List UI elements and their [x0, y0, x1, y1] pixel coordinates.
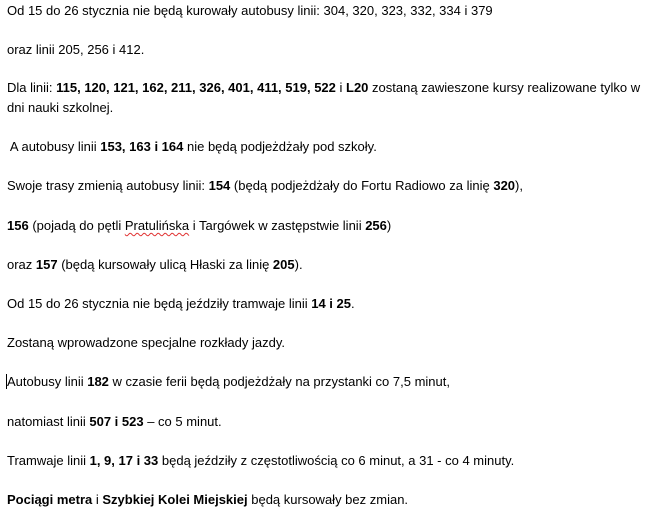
text-tail: w czasie ferii będą podjeżdżały na przystanki co 7,5 minut,: [108, 374, 450, 389]
text-tail: .: [350, 296, 355, 311]
text-tail: – co 5 minut.: [143, 414, 222, 429]
bus-line-bold: 156: [7, 218, 29, 233]
paragraph-special-timetables: [7, 333, 645, 353]
skm-bold: Szybkiej Kolei Miejskiej: [102, 492, 248, 507]
paragraph-frequency-182: [6, 372, 644, 392]
bus-line-bold: 205: [272, 257, 295, 272]
paragraph-bus-suspension-cont: [7, 40, 645, 60]
text-tail: będą jeździły z częstotliwością co 6 minut, a 31 - co 4 minuty.: [158, 453, 515, 468]
bus-lines-bold: 153, 163 i 164: [100, 139, 184, 154]
text-mid: i Targówek w zastępstwie linii: [189, 218, 366, 233]
metro-bold: Pociągi metra: [7, 492, 93, 507]
spellcheck-underlined-word[interactable]: Pratulińska: [124, 218, 190, 233]
text-lead: (pojadą do pętli: [28, 218, 125, 233]
text-tail: nie będą podjeżdżały pod szkoły.: [183, 139, 377, 154]
bus-line-bold: 154: [208, 178, 231, 193]
paragraph-text: oraz linii 205, 256 i 412.: [7, 42, 145, 57]
text-lead: A autobusy linii: [7, 139, 101, 154]
paragraph-route-change-156: [7, 216, 645, 236]
text-mid: (będą kursowały ulicą Hłaski za linię: [57, 257, 273, 272]
text-tail: będą kursowały bez zmian.: [247, 492, 409, 507]
text-lead: Swoje trasy zmienią autobusy linii:: [7, 178, 209, 193]
paragraph-route-change-154: [7, 176, 645, 196]
text-tail: ),: [515, 178, 523, 193]
bus-lines-bold: 507 i 523: [89, 414, 144, 429]
paragraph-route-change-157: [7, 255, 645, 275]
text-and: i: [335, 80, 347, 95]
text-lead: Dla linii:: [7, 80, 57, 95]
bus-lines-bold: 115, 120, 121, 162, 211, 326, 401, 411, 519, 522: [56, 80, 336, 95]
text-tail: ): [386, 218, 392, 233]
paragraph-text: Zostaną wprowadzone specjalne rozkłady jazdy.: [7, 335, 285, 350]
bus-line-bold: 256: [365, 218, 387, 233]
text-lead: oraz: [7, 257, 36, 272]
paragraph-text: Od 15 do 26 stycznia nie będą kurowały autobusy linii: 304, 320, 323, 332, 334 i 379: [7, 3, 493, 18]
text-lead: Tramwaje linii: [7, 453, 90, 468]
tram-lines-bold: 1, 9, 17 i 33: [89, 453, 159, 468]
paragraph-metro-skm: [7, 490, 645, 510]
text-and: i: [92, 492, 103, 507]
text-lead: Autobusy linii: [7, 374, 88, 389]
text-lead: natomiast linii: [7, 414, 90, 429]
text-mid: (będą podjeżdżały do Fortu Radiowo za linię: [230, 178, 494, 193]
paragraph-tram-suspension: [7, 294, 645, 314]
tram-lines-bold: 14 i 25: [311, 296, 351, 311]
bus-line-bold: 157: [35, 257, 58, 272]
bus-line-bold: 320: [493, 178, 516, 193]
paragraph-frequency-507-523: [7, 412, 645, 432]
text-lead: Od 15 do 26 stycznia nie będą jeździły tramwaje linii: [7, 296, 312, 311]
paragraph-school-stops: [7, 137, 645, 157]
bus-line-bold: 182: [87, 374, 109, 389]
text-tail: ).: [294, 257, 303, 272]
paragraph-bus-suspension: [7, 1, 645, 21]
line-l20-bold: L20: [346, 80, 369, 95]
paragraph-tram-frequency: [7, 451, 645, 471]
text-tail: zostaną zawieszone kursy realizowane tylko w dni nauki szkolnej.: [7, 80, 641, 115]
paragraph-school-days-courses: [7, 78, 649, 118]
